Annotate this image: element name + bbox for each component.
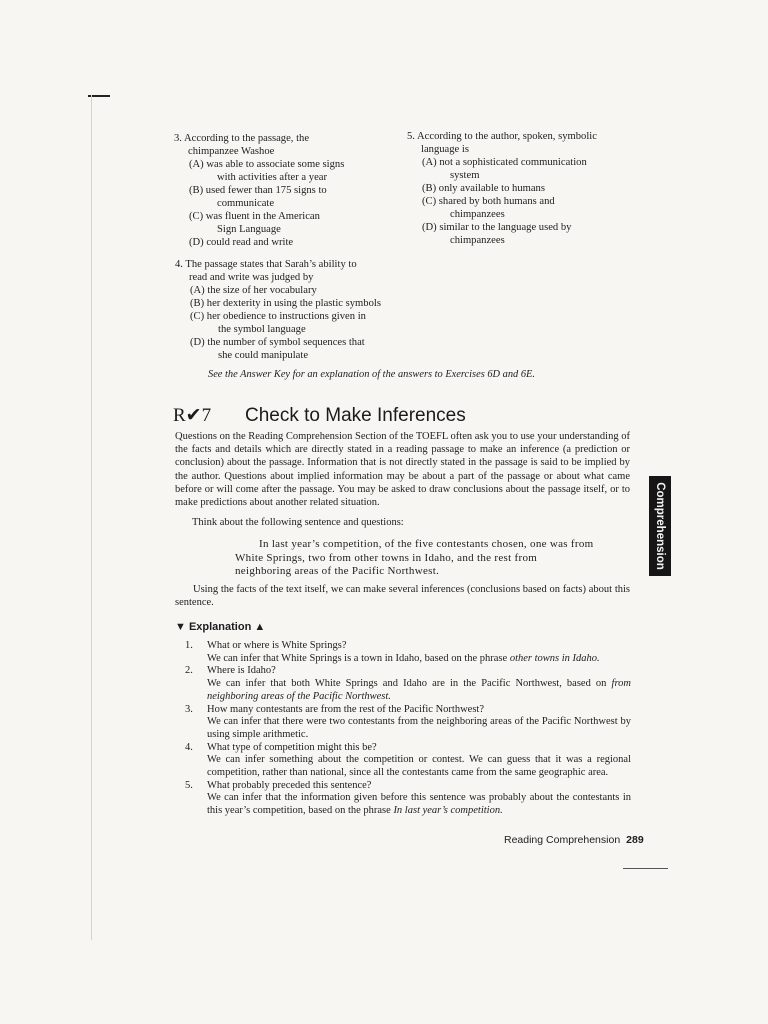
option-5a: (A) not a sophisticated communication system [422, 157, 587, 181]
footer-rule [623, 868, 668, 869]
section-heading [173, 404, 573, 427]
option-3c: (C) was fluent in the American Sign Language [189, 211, 320, 235]
explanation-item-1: 1. What or where is White Springs? We can infer that White Springs is a town in Idaho, based on the phrase other towns in Idaho. [185, 640, 631, 665]
explanation-item-5: 5. What probably preceded this sentence? We can infer that the information given before this sentence was probably about the contestants in this year’s competition, based on the phrase In last year’s competition. [185, 779, 631, 817]
think-line: Think about the following sentence and questions: [192, 517, 404, 528]
explanation-question: What type of competition might this be? [207, 741, 377, 753]
footer-label: Reading Comprehension [504, 834, 621, 846]
answer-key-note: See the Answer Key for an explanation of the answers to Exercises 6D and 6E. [208, 369, 535, 380]
intro-paragraph: Questions on the Reading Comprehension Section of the TOEFL often ask you to use your understanding of the facts and details which are directly stated in a reading passage to make an inference (a prediction or conclusion) about the passage. Information that is not directly stated in the passage is said to be implied by the author. Questions about implied information may be about a part of the passage or about what came before or will come after the passage. You may be asked to draw conclusions about the passage itself, or to make predictions about another related situation. [175, 431, 630, 509]
question-5-stem: 5. According to the author, spoken, symbolic language is [407, 131, 597, 155]
question-4 [175, 258, 415, 362]
explanation-heading: ▼ Explanation ▲ [175, 621, 266, 633]
explanation-answer: We can infer something about the competition or contest. We can guess that it was a regional competition, rather than national, since all the contestants came from the same geographic area. [207, 754, 631, 779]
quote-line-3: neighboring areas of the Pacific Northwest. [235, 565, 440, 578]
quote-line-2: White Springs, two from other towns in Idaho, and the rest from [235, 551, 538, 564]
explanation-answer: We can infer that there were two contestants from the neighboring areas of the Pacific Northwest by using simple arithmetic. [207, 716, 631, 740]
section-title: Check to Make Inferences [245, 405, 466, 426]
option-4b: (B) her dexterity in using the plastic symbols [190, 298, 381, 309]
question-5 [407, 130, 647, 247]
option-5b: (B) only available to humans [422, 183, 545, 194]
explanation-item-3: 3. How many contestants are from the rest of the Pacific Northwest? We can infer that there were two contestants from the neighboring areas of the Pacific Northwest by using simple arithmetic. [185, 703, 631, 740]
section-code: R✔7 [173, 405, 212, 426]
option-4c: (C) her obedience to instructions given in the symbol language [190, 311, 366, 335]
explanation-answer: We can infer that the information given before this sentence was probably about the contestants in this year’s competition, based on the phrase In last year’s competition. [207, 792, 631, 817]
explanation-question: What or where is White Springs? [207, 640, 347, 651]
explanation-question: Where is Idaho? [207, 665, 276, 677]
explanation-answer: We can infer that White Springs is a town in Idaho, based on the phrase other towns in Idaho. [207, 652, 600, 664]
explanation-question: What probably preceded this sentence? [207, 779, 372, 791]
comprehension-side-tab [649, 476, 671, 576]
page-number: 289 [626, 834, 644, 846]
explanation-question: How many contestants are from the rest of the Pacific Northwest? [207, 703, 484, 715]
scan-edge-line [91, 95, 92, 940]
option-3a: (A) was able to associate some signs with activities after a year [189, 159, 345, 183]
quoted-sentence [235, 538, 595, 579]
option-5c: (C) shared by both humans and chimpanzees [422, 196, 555, 220]
side-tab-label: Comprehension [654, 482, 666, 570]
option-5d: (D) similar to the language used by chimpanzees [422, 222, 572, 246]
option-3d: (D) could read and write [189, 237, 294, 248]
explanation-answer: We can infer that both White Springs and Idaho are in the Pacific Northwest, based on from neighboring areas of the Pacific Northwest. [207, 678, 631, 702]
question-4-stem: 4. The passage states that Sarah’s ability to read and write was judged by [175, 259, 357, 283]
explanation-list [185, 640, 631, 818]
question-3-stem: 3. According to the passage, the chimpanzee Washoe [174, 133, 310, 157]
option-3b: (B) used fewer than 175 signs to communicate [189, 185, 327, 209]
quote-line-1: In last year’s competition, of the five contestants chosen, one was from [259, 538, 594, 550]
explanation-item-2: 2. Where is Idaho? We can infer that both White Springs and Idaho are in the Pacific Northwest, based on from neighboring areas of the Pacific Northwest. [185, 665, 631, 702]
option-4a: (A) the size of her vocabulary [190, 285, 317, 296]
option-4d: (D) the number of symbol sequences that she could manipulate [190, 337, 365, 361]
question-3 [174, 132, 394, 249]
page-footer [504, 834, 644, 846]
explanation-item-4: 4. What type of competition might this be? We can infer something about the competition or contest. We can guess that it was a regional competition, rather than national, since all the contestants came from the same geographic area. [185, 741, 631, 779]
using-paragraph: Using the facts of the text itself, we can make several inferences (conclusions based on facts) about this sentence. [175, 584, 630, 609]
